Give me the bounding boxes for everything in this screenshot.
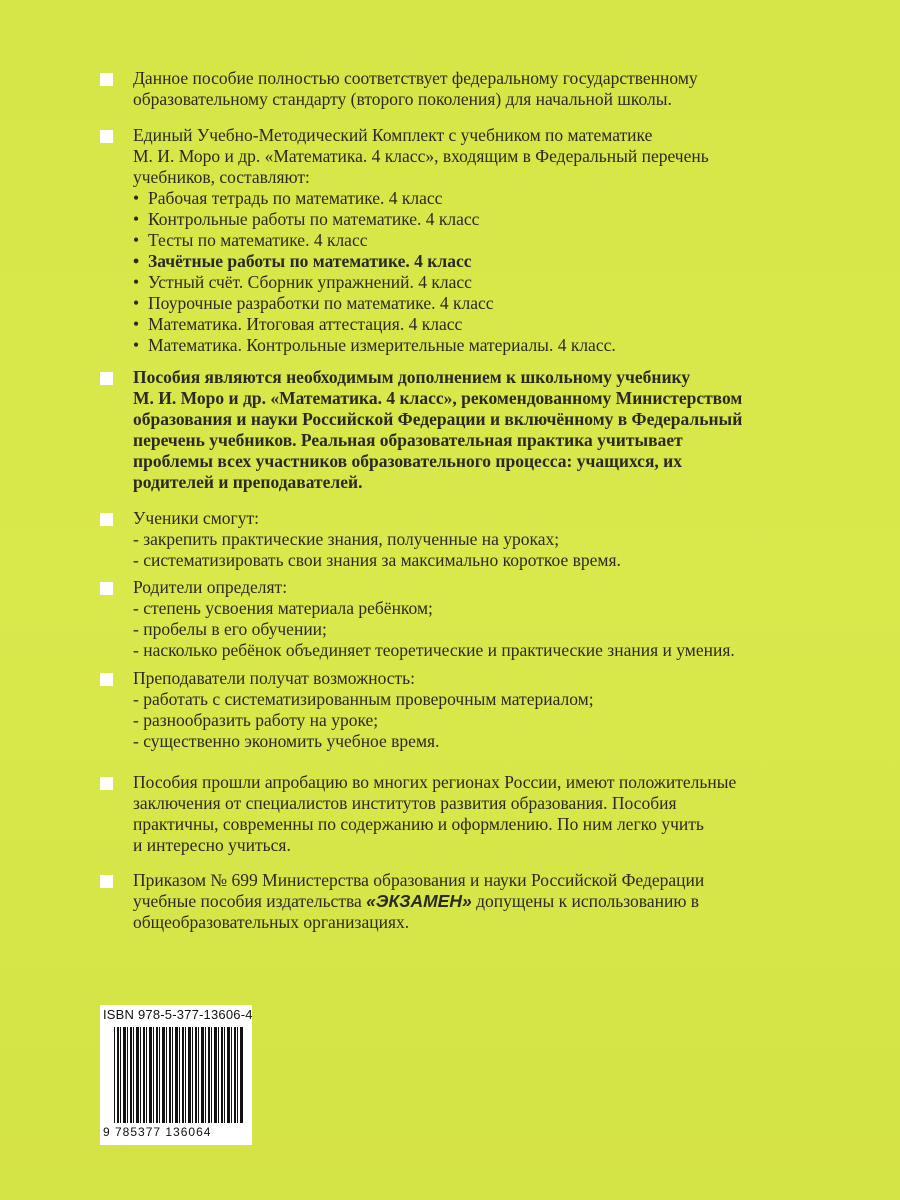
square-bullet-icon <box>100 777 113 790</box>
students-item: - систематизировать свои знания за максимально короткое время. <box>133 550 621 570</box>
para-teachers <box>100 668 840 752</box>
umk-list-item: • Устный счёт. Сборник упражнений. 4 класс <box>133 272 709 293</box>
square-bullet-icon <box>100 73 113 86</box>
para-standard-line: Данное пособие полностью соответствует федеральному государственному <box>133 68 698 88</box>
parents-heading: Родители определят: <box>133 577 288 597</box>
para-umk-line: Единый Учебно-Методический Комплект с учебником по математике <box>133 125 653 145</box>
students-heading: Ученики смогут: <box>133 508 259 528</box>
order-line: Приказом № 699 Министерства образования и науки Российской Федерации <box>133 870 705 890</box>
approbation-line: Пособия прошли апробацию во многих регионах России, имеют положительные <box>133 772 737 792</box>
para-umk-line: учебников, составляют: <box>133 167 310 187</box>
para-umk <box>100 125 840 356</box>
students-item: - закрепить практические знания, полученные на уроках; <box>133 529 560 549</box>
isbn-text: ISBN 978-5-377-13606-4 <box>103 1007 253 1022</box>
approbation-line: заключения от специалистов институтов развития образования. Пособия <box>133 793 677 813</box>
approbation-line: практичны, современны по содержанию и оформлению. По ним легко учить <box>133 814 704 834</box>
para-students <box>100 508 840 571</box>
para-standard-line: образовательному стандарту (второго поколения) для начальной школы. <box>133 89 672 109</box>
para-supplement-line: проблемы всех участников образовательного процесса: учащихся, их <box>133 451 683 471</box>
teachers-heading: Преподаватели получат возможность: <box>133 668 416 688</box>
parents-item: - степень усвоения материала ребёнком; <box>133 598 433 618</box>
para-supplement <box>100 367 840 493</box>
umk-list <box>133 188 709 356</box>
para-umk-line: М. И. Моро и др. «Математика. 4 класс», входящим в Федеральный перечень <box>133 146 709 166</box>
umk-list-item: • Математика. Итоговая аттестация. 4 класс <box>133 314 709 335</box>
para-supplement-line: М. И. Моро и др. «Математика. 4 класс», рекомендованному Министерством <box>133 388 743 408</box>
umk-list-item: • Поурочные разработки по математике. 4 класс <box>133 293 709 314</box>
order-text: допущены к использованию в <box>471 891 700 911</box>
para-supplement-line: Пособия являются необходимым дополнением к школьному учебнику <box>133 367 691 387</box>
umk-list-item: • Тесты по математике. 4 класс <box>133 230 709 251</box>
order-line: общеобразовательных организациях. <box>133 912 410 932</box>
teachers-item: - работать с систематизированным проверочным материалом; <box>133 689 594 709</box>
para-standard <box>100 68 840 110</box>
barcode-bars-icon <box>114 1027 244 1123</box>
square-bullet-icon <box>100 582 113 595</box>
parents-item: - пробелы в его обучении; <box>133 619 327 639</box>
para-supplement-line: образования и науки Российской Федерации и включённому в Федеральный <box>133 409 743 429</box>
order-text: учебные пособия издательства <box>133 891 367 911</box>
square-bullet-icon <box>100 875 113 888</box>
umk-list-item: • Математика. Контрольные измерительные материалы. 4 класс. <box>133 335 709 356</box>
para-supplement-line: родителей и преподавателей. <box>133 472 363 492</box>
umk-list-item: • Контрольные работы по математике. 4 класс <box>133 209 709 230</box>
para-parents <box>100 577 840 661</box>
square-bullet-icon <box>100 372 113 385</box>
square-bullet-icon <box>100 513 113 526</box>
umk-list-item-highlighted: • Зачётные работы по математике. 4 класс <box>133 251 709 272</box>
umk-list-item: • Рабочая тетрадь по математике. 4 класс <box>133 188 709 209</box>
para-supplement-line: перечень учебников. Реальная образовательная практика учитывает <box>133 430 683 450</box>
publisher-name: «ЭКЗАМЕН» <box>366 891 472 911</box>
ean-digits: 9 785377 136064 <box>103 1125 212 1139</box>
para-approbation <box>100 772 840 856</box>
isbn-barcode <box>100 1005 252 1145</box>
teachers-item: - существенно экономить учебное время. <box>133 731 440 751</box>
teachers-item: - разнообразить работу на уроке; <box>133 710 379 730</box>
square-bullet-icon <box>100 130 113 143</box>
approbation-line: и интересно учиться. <box>133 835 291 855</box>
parents-item: - насколько ребёнок объединяет теоретические и практические знания и умения. <box>133 640 735 660</box>
square-bullet-icon <box>100 673 113 686</box>
para-order <box>100 870 840 933</box>
order-line <box>133 891 704 912</box>
